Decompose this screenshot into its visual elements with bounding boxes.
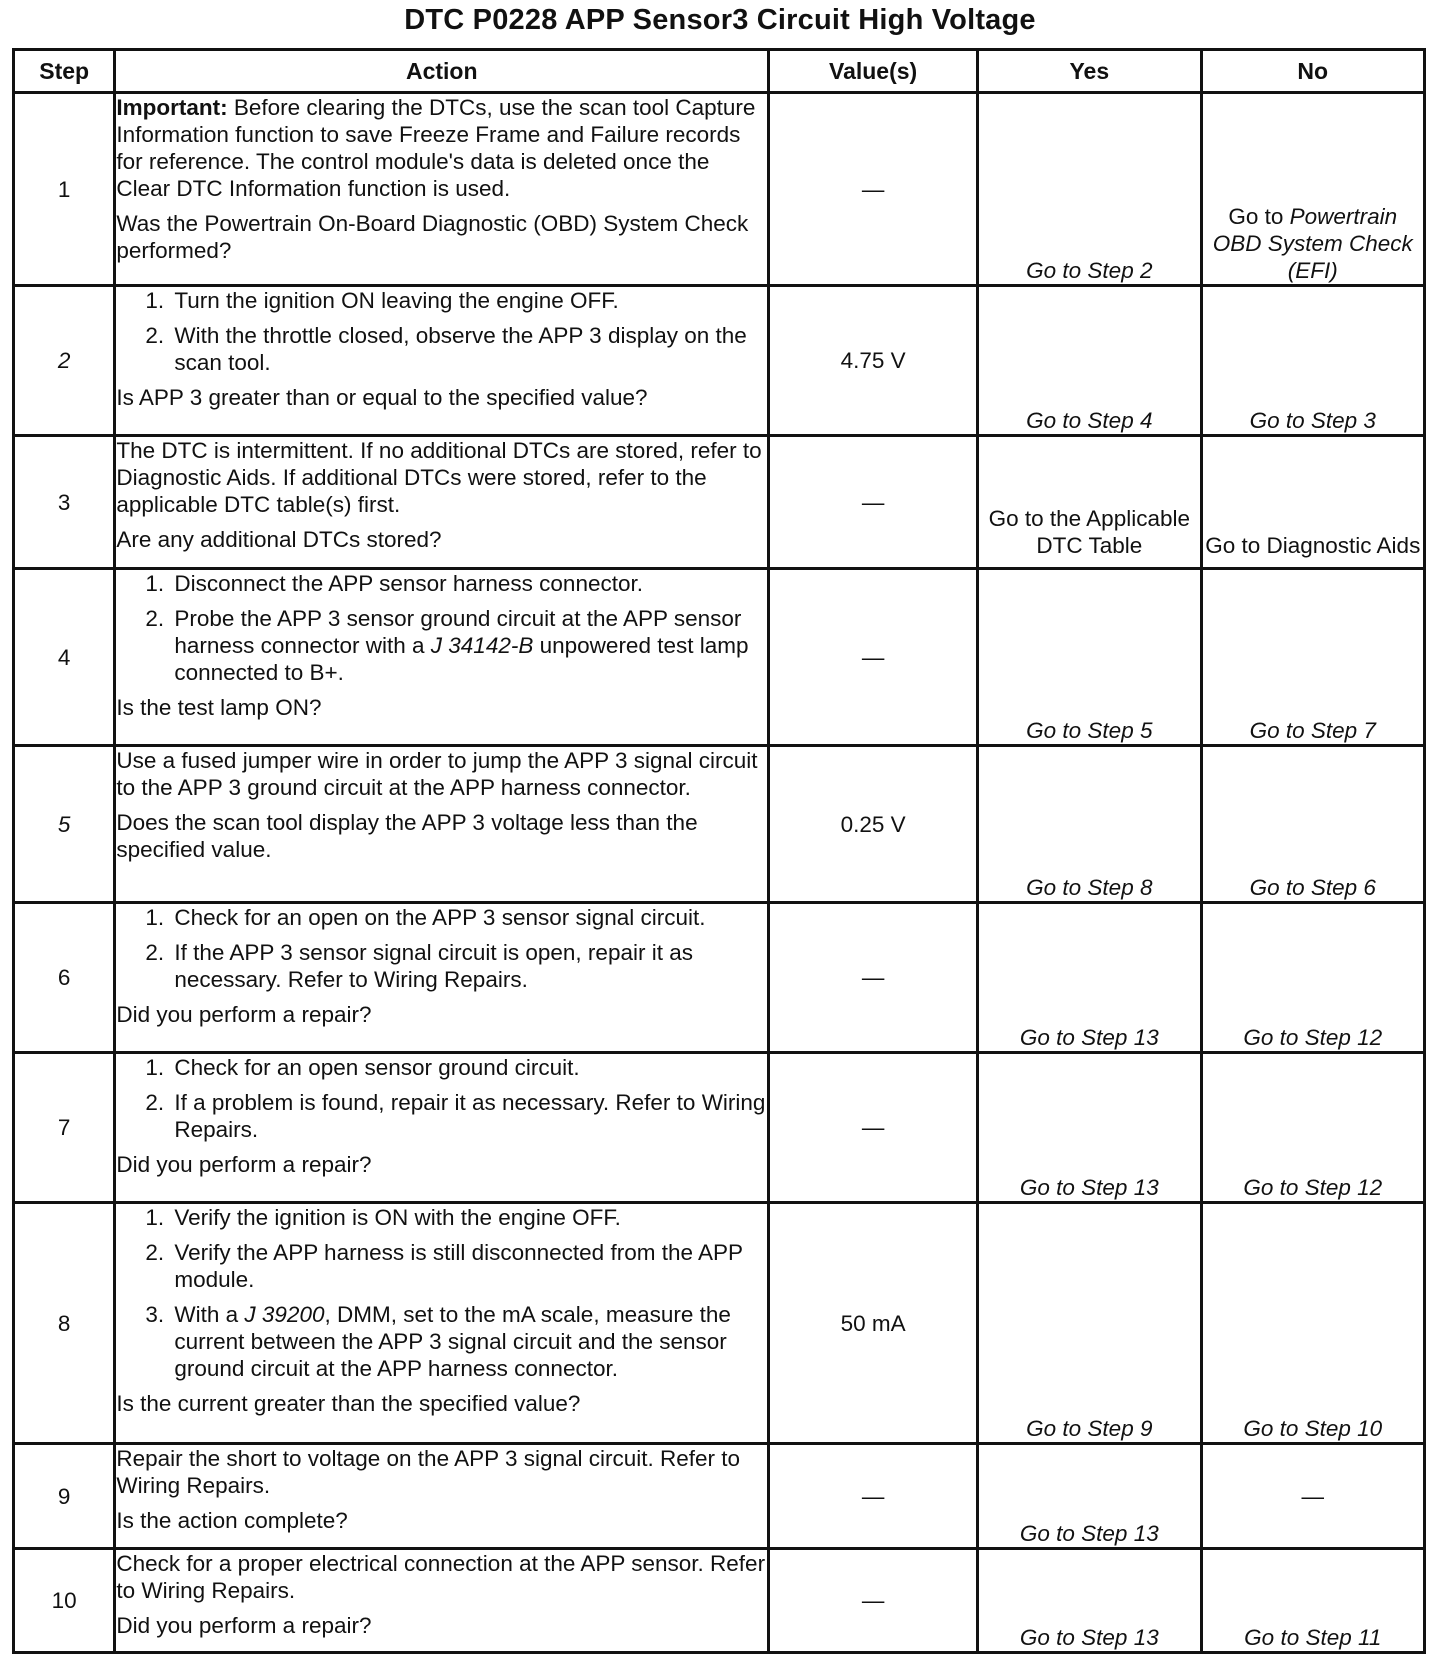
no-cell <box>1201 903 1424 1053</box>
no-cell <box>1201 746 1424 903</box>
action-cell <box>115 1053 769 1203</box>
action-list <box>116 904 767 993</box>
step-number: 2 <box>14 286 115 436</box>
no-link[interactable]: Go to Step 12 <box>1243 1025 1383 1050</box>
action-item-text: With a <box>174 1302 239 1327</box>
step-number: 7 <box>14 1053 115 1203</box>
yes-cell <box>978 1549 1201 1653</box>
yes-link[interactable]: Go to Step 13 <box>1019 1025 1159 1050</box>
header-values: Value(s) <box>769 50 978 93</box>
action-item: 1. Verify the ignition is ON with the engine OFF. <box>170 1204 767 1231</box>
yes-link[interactable]: Go to Step 5 <box>1026 718 1153 743</box>
action-cell <box>115 436 769 569</box>
action-question: Is the test lamp ON? <box>116 695 322 720</box>
action-cell <box>115 903 769 1053</box>
action-item-text: Probe the APP 3 sensor ground circuit at the APP sensor harness connector with a <box>174 606 742 658</box>
action-cell <box>115 746 769 903</box>
value-cell: — <box>769 1549 978 1653</box>
no-cell <box>1201 436 1424 569</box>
no-link[interactable]: Powertrain OBD System Check (EFI) <box>1212 204 1413 283</box>
step-number: 4 <box>14 569 115 746</box>
important-text: Before clearing the DTCs, use the scan tool Capture Information function to save Freeze Frame and Failure records for reference. The control module's data is deleted once the Clear DTC Information function is used. <box>116 95 756 201</box>
yes-cell <box>978 286 1201 436</box>
action-item: 2. If a problem is found, repair it as necessary. Refer to Wiring Repairs. <box>170 1089 767 1143</box>
action-cell <box>115 569 769 746</box>
yes-link[interactable]: Go to Step 2 <box>1026 258 1153 283</box>
action-question: Is APP 3 greater than or equal to the specified value? <box>116 385 648 410</box>
header-action: Action <box>115 50 769 93</box>
value-cell: — <box>769 1444 978 1549</box>
no-link[interactable]: Go to Diagnostic Aids <box>1205 533 1421 558</box>
action-list <box>116 1054 767 1143</box>
action-cell <box>115 286 769 436</box>
header-step: Step <box>14 50 115 93</box>
action-question: Are any additional DTCs stored? <box>116 527 442 552</box>
important-label: Important: <box>116 95 228 120</box>
yes-cell <box>978 569 1201 746</box>
value-cell: 50 mA <box>769 1203 978 1444</box>
action-cell <box>115 1203 769 1444</box>
step-number: 6 <box>14 903 115 1053</box>
action-question: Was the Powertrain On-Board Diagnostic (OBD) System Check performed? <box>116 211 749 263</box>
no-cell <box>1201 1549 1424 1653</box>
value-cell: — <box>769 93 978 286</box>
action-item: 1. Disconnect the APP sensor harness connector. <box>170 570 767 597</box>
no-cell <box>1201 1203 1424 1444</box>
action-item: 2. Verify the APP harness is still disconnected from the APP module. <box>170 1239 767 1293</box>
table-row <box>14 903 1425 1053</box>
action-item <box>170 1301 767 1382</box>
no-cell: — <box>1201 1444 1424 1549</box>
no-link[interactable]: Go to Step 7 <box>1249 718 1376 743</box>
page-title: DTC P0228 APP Sensor3 Circuit High Voltage <box>404 4 1036 36</box>
yes-link[interactable]: Go to Step 8 <box>1026 875 1153 900</box>
yes-link[interactable]: Go to Step 13 <box>1019 1625 1159 1650</box>
step-number: 5 <box>14 746 115 903</box>
action-cell <box>115 1549 769 1653</box>
action-item: 2. With the throttle closed, observe the APP 3 display on the scan tool. <box>170 322 767 376</box>
value-cell: — <box>769 436 978 569</box>
action-list <box>116 1204 767 1382</box>
action-text: The DTC is intermittent. If no additional DTCs are stored, refer to Diagnostic Aids. If additional DTCs were stored, refer to the applicable DTC table(s) first. <box>116 438 762 517</box>
action-list <box>116 287 767 376</box>
yes-cell <box>978 1444 1201 1549</box>
header-row <box>14 50 1425 93</box>
important-note <box>116 94 767 202</box>
action-item: 1. Check for an open on the APP 3 sensor signal circuit. <box>170 904 767 931</box>
action-text: Use a fused jumper wire in order to jump the APP 3 signal circuit to the APP 3 ground circuit at the APP harness connector. <box>116 748 758 800</box>
table-row <box>14 436 1425 569</box>
action-text: Check for a proper electrical connection at the APP sensor. Refer to Wiring Repairs. <box>116 1551 766 1603</box>
step-number: 8 <box>14 1203 115 1444</box>
step-number: 9 <box>14 1444 115 1549</box>
diagnostic-table <box>12 48 1426 1654</box>
table-row <box>14 1203 1425 1444</box>
value-cell: 0.25 V <box>769 746 978 903</box>
table-row <box>14 1053 1425 1203</box>
step-number: 1 <box>14 93 115 286</box>
yes-link[interactable]: Go to Step 4 <box>1026 408 1153 433</box>
yes-link[interactable]: Go to the Applicable DTC Table <box>988 506 1190 558</box>
value-cell: — <box>769 569 978 746</box>
no-link[interactable]: Go to Step 3 <box>1249 408 1376 433</box>
value-cell: — <box>769 1053 978 1203</box>
action-question: Did you perform a repair? <box>116 1152 372 1177</box>
no-link[interactable]: Go to Step 10 <box>1243 1416 1383 1441</box>
action-list <box>116 570 767 686</box>
action-cell <box>115 93 769 286</box>
yes-cell <box>978 903 1201 1053</box>
no-cell <box>1201 286 1424 436</box>
action-item-text: unpowered test lamp connected to B+. <box>174 633 749 685</box>
action-question: Is the current greater than the specified value? <box>116 1391 581 1416</box>
no-link[interactable]: Go to Step 12 <box>1243 1175 1383 1200</box>
action-text: Repair the short to voltage on the APP 3 signal circuit. Refer to Wiring Repairs. <box>116 1446 741 1498</box>
action-question: Is the action complete? <box>116 1508 348 1533</box>
tool-reference: J 34142-B <box>430 633 534 658</box>
table-row <box>14 746 1425 903</box>
step-number: 10 <box>14 1549 115 1653</box>
no-cell <box>1201 93 1424 286</box>
table-row <box>14 93 1425 286</box>
yes-cell <box>978 93 1201 286</box>
action-question: Does the scan tool display the APP 3 voltage less than the specified value. <box>116 810 698 862</box>
yes-cell <box>978 746 1201 903</box>
header-no: No <box>1201 50 1424 93</box>
yes-link[interactable]: Go to Step 13 <box>1019 1521 1159 1546</box>
header-yes: Yes <box>978 50 1201 93</box>
action-question: Did you perform a repair? <box>116 1613 372 1638</box>
no-cell <box>1201 1053 1424 1203</box>
table-row <box>14 1549 1425 1653</box>
no-link[interactable]: Go to Step 11 <box>1244 1625 1382 1650</box>
action-item: 1. Check for an open sensor ground circuit. <box>170 1054 767 1081</box>
table-row <box>14 569 1425 746</box>
no-cell <box>1201 569 1424 746</box>
action-item-text: , DMM, set to the mA scale, measure the current between the APP 3 signal circuit and the sensor ground circuit at the APP harness connector. <box>174 1302 731 1381</box>
no-prefix: Go to <box>1228 204 1284 229</box>
action-item: 1. Turn the ignition ON leaving the engine OFF. <box>170 287 767 314</box>
value-cell: — <box>769 903 978 1053</box>
action-item: 2. If the APP 3 sensor signal circuit is open, repair it as necessary. Refer to Wiring Repairs. <box>170 939 767 993</box>
action-item <box>170 605 767 686</box>
value-cell: 4.75 V <box>769 286 978 436</box>
action-cell <box>115 1444 769 1549</box>
yes-cell <box>978 1053 1201 1203</box>
tool-reference: J 39200 <box>244 1302 325 1327</box>
table-row <box>14 286 1425 436</box>
step-number: 3 <box>14 436 115 569</box>
yes-link[interactable]: Go to Step 13 <box>1019 1175 1159 1200</box>
yes-link[interactable]: Go to Step 9 <box>1026 1416 1153 1441</box>
no-link[interactable]: Go to Step 6 <box>1249 875 1376 900</box>
table-row <box>14 1444 1425 1549</box>
yes-cell <box>978 1203 1201 1444</box>
yes-cell <box>978 436 1201 569</box>
action-question: Did you perform a repair? <box>116 1002 372 1027</box>
